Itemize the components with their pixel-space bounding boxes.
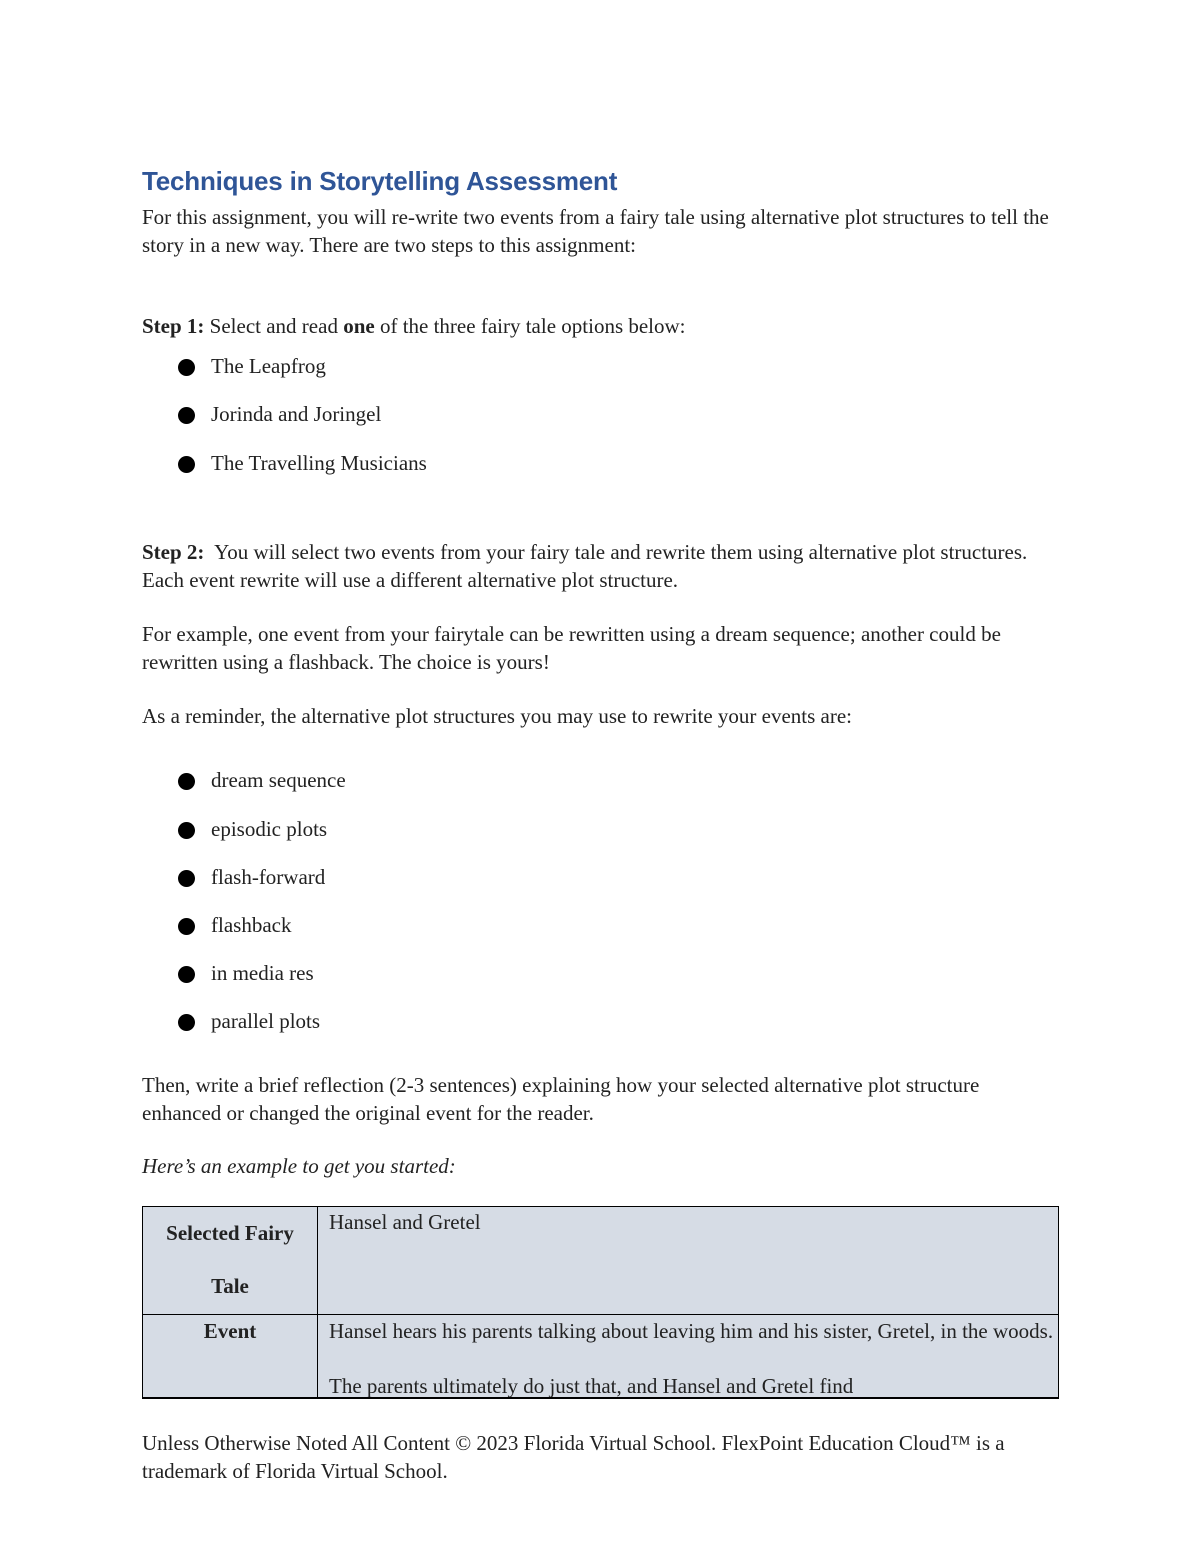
- table-header-line: Tale: [211, 1274, 249, 1298]
- list-item-label: Jorinda and Joringel: [211, 402, 382, 426]
- step2-paragraph: [142, 538, 1062, 594]
- step1-paragraph: [142, 312, 1062, 340]
- page-title: Techniques in Storytelling Assessment: [142, 166, 618, 196]
- table-header-cell: Event: [143, 1315, 318, 1400]
- step2-label: Step 2:: [142, 540, 205, 564]
- list-item-label: flash-forward: [211, 865, 326, 889]
- bullet-icon: [178, 966, 195, 983]
- table-value-cell: Hansel hears his parents talking about leaving him and his sister, Gretel, in the woods. The parents ultimately do just that, and Hansel and Gretel find: [318, 1304, 1059, 1400]
- step1-text-before: Select and read: [204, 314, 344, 338]
- reminder-paragraph: As a reminder, the alternative plot structures you may use to rewrite your events are:: [142, 704, 853, 728]
- list-item-label: parallel plots: [211, 1009, 321, 1033]
- list-item-label: in media res: [211, 961, 314, 985]
- list-item-label: episodic plots: [211, 817, 328, 841]
- bullet-icon: [178, 773, 195, 790]
- list-item-label: dream sequence: [211, 768, 346, 792]
- bullet-icon: [178, 1014, 195, 1031]
- step1-label: Step 1:: [142, 314, 205, 338]
- bullet-icon: [178, 407, 195, 424]
- step1-emphasis: one: [343, 314, 375, 338]
- table-value-cell: Hansel and Gretel: [318, 1207, 1059, 1315]
- example-intro: Here’s an example to get you started:: [142, 1154, 456, 1178]
- table-row: [143, 1315, 1059, 1400]
- list-item-label: flashback: [211, 913, 292, 937]
- step1-text-after: of the three fairy tale options below:: [374, 314, 686, 338]
- table-header-line: Selected Fairy: [166, 1221, 294, 1245]
- bullet-icon: [178, 918, 195, 935]
- example-table: [142, 1206, 1059, 1399]
- bullet-icon: [178, 359, 195, 376]
- table-header-cell: [143, 1207, 318, 1315]
- bullet-icon: [178, 822, 195, 839]
- bullet-icon: [178, 870, 195, 887]
- list-item-label: The Travelling Musicians: [211, 451, 427, 475]
- example-paragraph: For example, one event from your fairytale can be rewritten using a dream sequence; another could be rewritten using a flashback. The choice is yours!: [142, 622, 1001, 674]
- reflection-paragraph: Then, write a brief reflection (2-3 sentences) explaining how your selected alternative plot structure enhanced or changed the original event for the reader.: [142, 1073, 980, 1125]
- example-table-grid: [142, 1206, 1059, 1399]
- bullet-icon: [178, 456, 195, 473]
- list-item-label: The Leapfrog: [211, 354, 326, 378]
- intro-paragraph: For this assignment, you will re-write two events from a fairy tale using alternative plot structures to tell the story in a new way. There are two steps to this assignment:: [142, 205, 1049, 257]
- table-row: [143, 1207, 1059, 1315]
- step2-text: You will select two events from your fairy tale and rewrite them using alternative plot structures. Each event rewrite will use a different alternative plot structure.: [142, 540, 1033, 592]
- copyright-footer: Unless Otherwise Noted All Content © 2023 Florida Virtual School. FlexPoint Education Cloud™ is a trademark of Florida Virtual School.: [142, 1431, 1005, 1483]
